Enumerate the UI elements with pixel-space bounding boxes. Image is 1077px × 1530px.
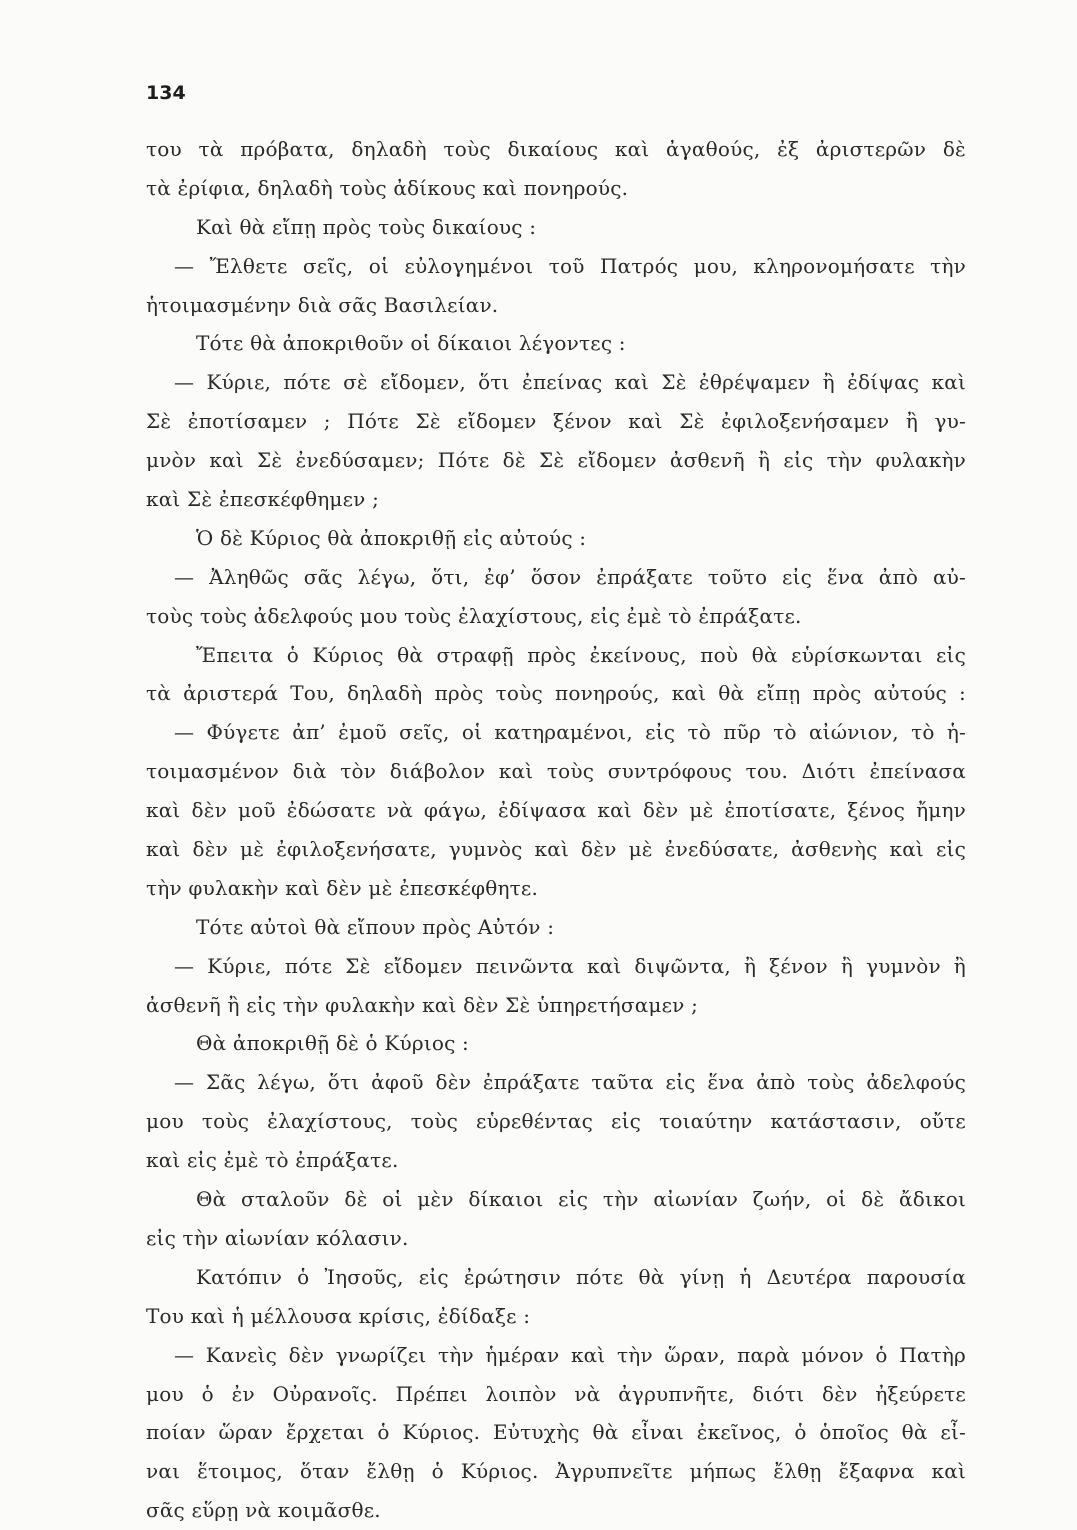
text-line: Του καὶ ἡ μέλλουσα κρίσις, ἐδίδαξε : (146, 1303, 531, 1328)
text-line: τὰ ἐρίφια, δηλαδὴ τοὺς ἀδίκους καὶ πονηρούς. (146, 175, 629, 200)
text-line: ποίαν ὥραν ἔρχεται ὁ Κύριος. Εὐτυχὴς θὰ εἶναι ἐκεῖνος, ὁ ὁποῖος θὰ εἶ- (146, 1420, 966, 1445)
text-line: Θὰ σταλοῦν δὲ οἱ μὲν δίκαιοι εἰς τὴν αἰωνίαν ζωήν, οἱ δὲ ἄδικοι (196, 1187, 966, 1212)
text-line: Θὰ ἀποκριθῇ δὲ ὁ Κύριος : (196, 1031, 469, 1056)
text-line: Καὶ θὰ εἴπῃ πρὸς τοὺς δικαίους : (196, 214, 537, 239)
text-line: του τὰ πρόβατα, δηλαδὴ τοὺς δικαίους καὶ ἀγαθούς, ἐξ ἀριστερῶν δὲ (146, 137, 966, 161)
text-line: — Κανεὶς δὲν γνωρίζει τὴν ἡμέραν καὶ τὴν ὥραν, παρὰ μόνον ὁ Πατὴρ (174, 1342, 966, 1367)
text-line: τὴν φυλακὴν καὶ δὲν μὲ ἐπεσκέφθητε. (146, 875, 539, 900)
text-line: — Φύγετε ἀπ’ ἐμοῦ σεῖς, οἱ κατηραμένοι, εἰς τὸ πῦρ τὸ αἰώνιον, τὸ ἡ- (174, 720, 966, 745)
text-line: ἡτοιμασμένην διὰ σᾶς Βασιλείαν. (146, 292, 499, 317)
text-line: τοὺς τοὺς ἀδελφούς μου τοὺς ἐλαχίστους, εἰς ἐμὲ τὸ ἐπράξατε. (146, 603, 802, 628)
text-line: — Κύριε, πότε σὲ εἴδομεν, ὅτι ἐπείνας καὶ Σὲ ἐθρέψαμεν ἢ ἐδίψας καὶ (174, 370, 966, 395)
text-line: Τότε αὐτοὶ θὰ εἴπουν πρὸς Αὐτόν : (196, 914, 555, 939)
text-line: Ὁ δὲ Κύριος θὰ ἀποκριθῇ εἰς αὐτούς : (196, 525, 587, 550)
text-line: ἀσθενῆ ἢ εἰς τὴν φυλακὴν καὶ δὲν Σὲ ὑπηρετήσαμεν ; (146, 992, 699, 1017)
text-line: — Ἔλθετε σεῖς, οἱ εὐλογημένοι τοῦ Πατρός μου, κληρονομήσατε τὴν (174, 253, 966, 278)
text-line: Τότε θὰ ἀποκριθοῦν οἱ δίκαιοι λέγοντες : (196, 331, 626, 356)
text-line: — Σᾶς λέγω, ὅτι ἀφοῦ δὲν ἐπράξατε ταῦτα εἰς ἕνα ἀπὸ τοὺς ἀδελφούς (174, 1070, 966, 1095)
page-number: 134 (146, 82, 186, 104)
text-line: — Ἀληθῶς σᾶς λέγω, ὅτι, ἐφ’ ὅσον ἐπράξατε τοῦτο εἰς ἕνα ἀπὸ αὐ- (174, 564, 966, 589)
text-line: καὶ δὲν μὲ ἐφιλοξενήσατε, γυμνὸς καὶ δὲν μὲ ἐνεδύσατε, ἀσθενὴς καὶ εἰς (146, 837, 966, 862)
text-line: καὶ εἰς ἐμὲ τὸ ἐπράξατε. (146, 1148, 399, 1173)
text-line: μνὸν καὶ Σὲ ἐνεδύσαμεν; Πότε δὲ Σὲ εἴδομεν ἀσθενῆ ἢ εἰς τὴν φυλακὴν (146, 448, 966, 473)
body-text (146, 130, 966, 1530)
text-line: καὶ δὲν μοῦ ἐδώσατε νὰ φάγω, ἐδίψασα καὶ δὲν μὲ ἐποτίσατε, ξένος ἤμην (146, 798, 966, 823)
text-line: μου ὁ ἐν Οὐρανοῖς. Πρέπει λοιπὸν νὰ ἀγρυπνῆτε, διότι δὲν ἠξεύρετε (146, 1381, 966, 1406)
text-line: καὶ Σὲ ἐπεσκέφθημεν ; (146, 487, 380, 512)
text-line: Σὲ ἐποτίσαμεν ; Πότε Σὲ εἴδομεν ξένον καὶ Σὲ ἐφιλοξενήσαμεν ἢ γυ- (146, 409, 966, 434)
text-line: τὰ ἀριστερά Του, δηλαδὴ πρὸς τοὺς πονηρούς, καὶ θὰ εἴπῃ πρὸς αὐτούς : (146, 681, 966, 706)
text-line: σᾶς εὕρῃ νὰ κοιμᾶσθε. (146, 1498, 381, 1523)
text-line: μου τοὺς ἐλαχίστους, τοὺς εὑρεθέντας εἰς τοιαύτην κατάστασιν, οὔτε (146, 1109, 966, 1134)
text-line: — Κύριε, πότε Σὲ εἴδομεν πεινῶντα καὶ διψῶντα, ἢ ξένον ἢ γυμνὸν ἢ (174, 953, 966, 978)
text-line: Κατόπιν ὁ Ἰησοῦς, εἰς ἐρώτησιν πότε θὰ γίνῃ ἡ Δευτέρα παρουσία (196, 1264, 966, 1289)
text-line: εἰς τὴν αἰωνίαν κόλασιν. (146, 1225, 409, 1250)
text-line: Ἔπειτα ὁ Κύριος θὰ στραφῇ πρὸς ἐκείνους, ποὺ θὰ εὑρίσκωνται εἰς (196, 642, 966, 667)
text-line: τοιμασμένον διὰ τὸν διάβολον καὶ τοὺς συντρόφους του. Διότι ἐπείνασα (146, 759, 966, 784)
text-line: ναι ἕτοιμος, ὅταν ἔλθῃ ὁ Κύριος. Ἀγρυπνεῖτε μήπως ἔλθῃ ἔξαφνα καὶ (146, 1459, 966, 1484)
